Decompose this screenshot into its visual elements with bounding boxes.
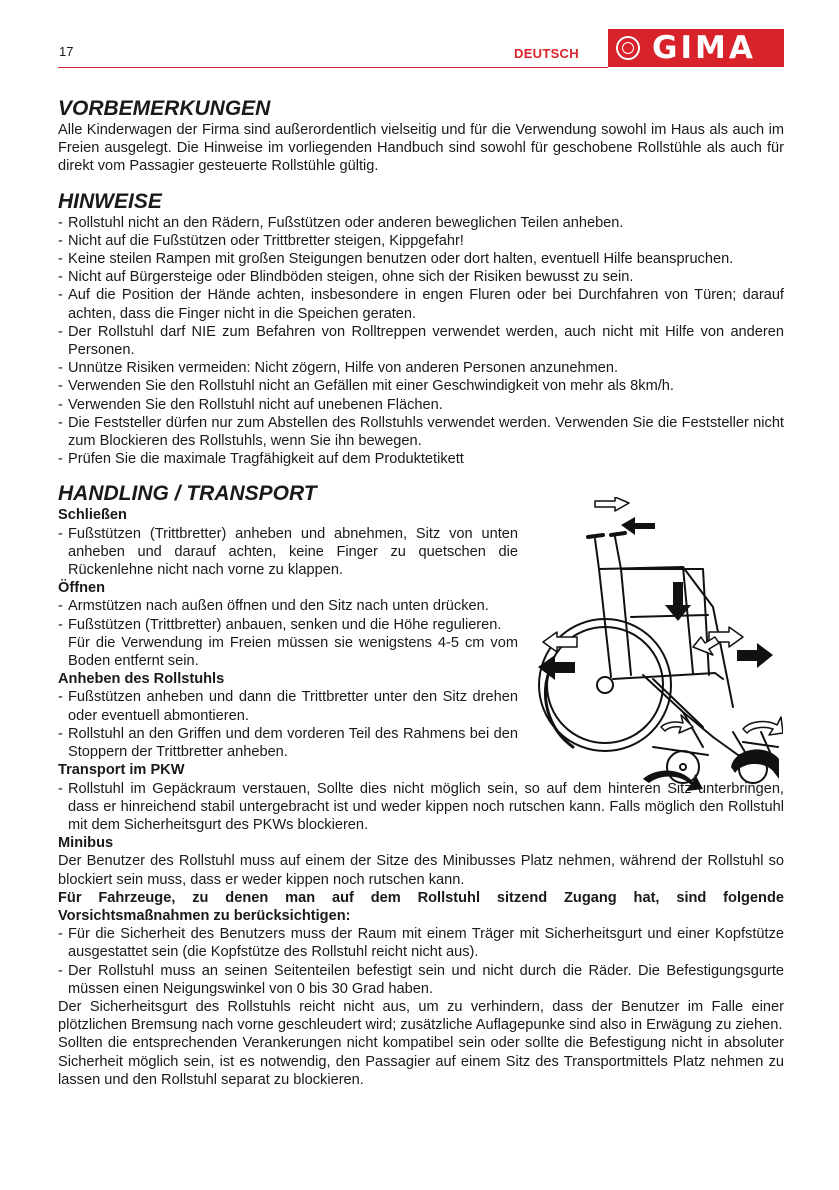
wheelchair-folding-illustration bbox=[533, 497, 783, 815]
subheading-lifting: Anheben des Rollstuhls bbox=[58, 671, 225, 688]
brand-name: GIMA bbox=[652, 30, 756, 66]
list-item: - Fußstützen anheben und dann die Trittbretter unter den Sitz drehen oder eventuell abmontieren. bbox=[58, 688, 518, 724]
minibus-text: Der Benutzer des Rollstuhl muss auf einem der Sitze des Minibusses Platz nehmen, während der Rollstuhl so blockiert sein muss, dass er weder kippen noch rutschen kann. bbox=[58, 853, 784, 888]
heading-handling: HANDLING / TRANSPORT bbox=[58, 482, 317, 506]
list-item: - Keine steilen Rampen mit großen Steigungen benutzen oder dort halten, eventuell Hilfe beanspruchen. bbox=[58, 250, 784, 268]
vehicles-list bbox=[58, 925, 784, 998]
vehicles-paragraph-1: Der Sicherheitsgurt des Rollstuhls reicht nicht aus, um zu verhindern, dass der Benutzer im Falle einer plötzlichen Bremsung nach vorne geschleudert wird; zusätzliche Auflagepunke sind also in Erwägung zu ziehen. bbox=[58, 998, 784, 1034]
list-item: - Der Rollstuhl darf NIE zum Befahren von Rolltreppen verwendet werden, auch nicht mit Hilfe von anderen Personen. bbox=[58, 323, 784, 359]
heading-preliminary: VORBEMERKUNGEN bbox=[58, 97, 271, 120]
notes-list bbox=[58, 214, 784, 469]
list-item: - Fußstützen (Trittbretter) anbauen, senken und die Höhe regulieren. bbox=[58, 616, 518, 634]
section-preliminary bbox=[58, 97, 784, 176]
header-rule bbox=[58, 67, 608, 68]
handling-column bbox=[58, 506, 518, 761]
list-item: - Armstützen nach außen öffnen und den Sitz nach unten drücken. bbox=[58, 597, 518, 615]
lifting-list bbox=[58, 688, 518, 761]
list-item: - Prüfen Sie die maximale Tragfähigkeit auf dem Produktetikett bbox=[58, 450, 784, 468]
page-number: 17 bbox=[59, 44, 74, 59]
list-item: - Nicht auf die Fußstützen oder Trittbretter steigen, Kippgefahr! bbox=[58, 232, 784, 250]
list-item: - Nicht auf Bürgersteige oder Blindböden steigen, ohne sich der Risiken bewusst zu sein. bbox=[58, 268, 784, 286]
brand-logo bbox=[608, 29, 784, 67]
list-item: - Die Feststeller dürfen nur zum Abstellen des Rollstuhls verwendet werden. Verwenden Sie die Feststeller nicht zum Blockieren des Rollstuhls, wenn Sie ihn bewegen. bbox=[58, 414, 784, 450]
heading-notes: HINWEISE bbox=[58, 189, 162, 213]
vehicles-intro: Für Fahrzeuge, zu denen man auf dem Rollstuhl sitzend Zugang hat, sind folgende Vorsichtsmaßnahmen zu berücksichtigen: bbox=[58, 889, 784, 924]
subheading-car-transport: Transport im PKW bbox=[58, 762, 185, 779]
list-item: - Für die Sicherheit des Benutzers muss der Raum mit einem Träger mit Sicherheitsgurt und einer Kopfstütze ausgestattet sein (die Kopfstütze des Rollstuhl reicht nicht aus). bbox=[58, 925, 784, 961]
list-item: - Unnütze Risiken vermeiden: Nicht zögern, Hilfe von anderen Personen anzunehmen. bbox=[58, 359, 784, 377]
opening-note: Für die Verwendung im Freien müssen sie wenigstens 4-5 cm vom Boden entfernt sein. bbox=[68, 634, 518, 670]
list-item: - Verwenden Sie den Rollstuhl nicht auf unebenen Flächen. bbox=[58, 396, 784, 414]
opening-list bbox=[58, 597, 518, 633]
list-item: - Rollstuhl nicht an den Rädern, Fußstützen oder anderen beweglichen Teilen anheben. bbox=[58, 214, 784, 232]
preliminary-text: Alle Kinderwagen der Firma sind außerordentlich vielseitig und für die Verwendung sowohl im Haus als auch im Freien ausgelegt. Die Hinweise im vorliegenden Handbuch sind sowohl für geschobene Rollstühle als auch für direkt vom Passagier gesteuerte Rollstühle gültig. bbox=[58, 122, 784, 175]
vehicles-paragraph-2: Sollten die entsprechenden Verankerungen nicht kompatibel sein oder sollte die Befestigung nicht in absoluter Sicherheit möglich sein, ist es notwendig, den Passagier auf einem Sitz des Transportmittels Platz nehmen zu lassen und den Rollstuhl separat zu blockieren. bbox=[58, 1035, 784, 1088]
language-label: DEUTSCH bbox=[514, 46, 579, 61]
subheading-closing: Schließen bbox=[58, 507, 127, 524]
list-item: - Rollstuhl an den Griffen und dem vorderen Teil des Rahmens bei den Stoppern der Trittbretter anheben. bbox=[58, 725, 518, 761]
list-item: - Rollstuhl im Gepäckraum verstauen, Sollte dies nicht möglich sein, so auf dem hinteren Sitz unterbringen, dass er hinreichend stabil untergebracht ist und weder kippen noch rutschen kann. Falls möglich den Rollstuhl mit dem Sicherheitsgurt des PKWs blockieren. bbox=[58, 780, 784, 835]
list-item: - Fußstützen (Trittbretter) anheben und abnehmen, Sitz von unten anheben und darauf achten, keine Finger zu quetschen die Rückenlehne nicht nach vorne zu klappen. bbox=[58, 525, 518, 580]
seal-icon bbox=[616, 36, 640, 60]
subheading-opening: Öffnen bbox=[58, 580, 106, 597]
list-item: - Auf die Position der Hände achten, insbesondere in engen Fluren oder bei Durchfahren von Türen; darauf achten, dass die Finger nicht in die Speichen geraten. bbox=[58, 286, 784, 322]
section-notes bbox=[58, 190, 784, 469]
subheading-minibus: Minibus bbox=[58, 835, 114, 852]
closing-list bbox=[58, 525, 518, 580]
list-item: - Verwenden Sie den Rollstuhl nicht an Gefällen mit einer Geschwindigkeit von mehr als 8km/h. bbox=[58, 377, 784, 395]
list-item: - Der Rollstuhl muss an seinen Seitenteilen befestigt sein und nicht durch die Räder. Die Befestigungsgurte müssen einen Neigungswinkel von 0 bis 30 Grad haben. bbox=[58, 962, 784, 998]
